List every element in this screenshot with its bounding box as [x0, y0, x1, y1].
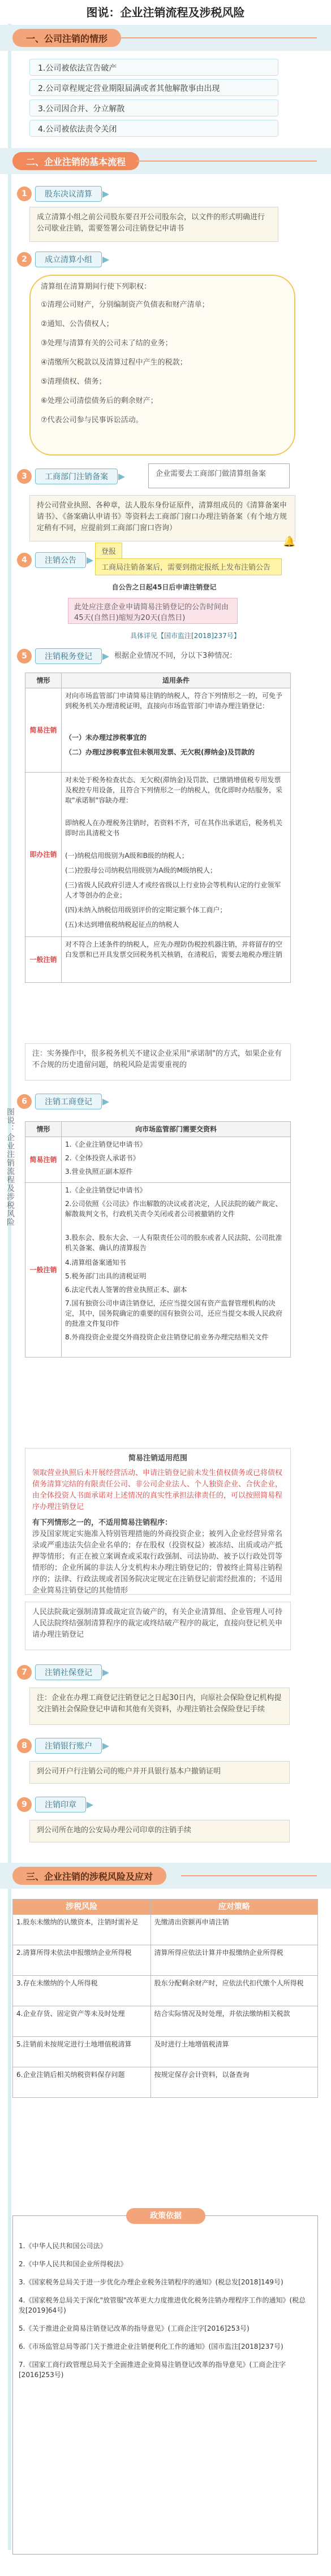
risk-cell: 6.企业注销后相关纳税资料保存问题: [13, 2067, 151, 2098]
row-content: [62, 1137, 291, 1183]
row-line: (三)省级人民政府引进人才或经省级以上行业协会等机构认定的行业领军人才等创办的企业；: [65, 881, 281, 899]
days-note: 自公告之日起45日后申请注销登记: [111, 583, 217, 591]
simple-cancel-note: 此处应注意企业申请简易注销登记的公告时间由45天(自然日)缩短为20天(自然日): [68, 598, 238, 624]
row-line: 7.国有独资公司申请注销登记，还应当提交国有资产监督管理机构的决定，其中，国务院确定的重要的国有独资公司，还应当提交本级人民政府的批准文件复印件: [65, 1299, 283, 1328]
risk-cell: 2.清算所得未依法申报缴纳企业所得税: [13, 1945, 151, 1976]
case-item: 2.公司章程规定营业期限届满或者其他解散事由出现: [29, 79, 278, 96]
row-line: 2.《全体投资人承诺书》: [65, 1154, 140, 1162]
row-line: 1.《企业注销登记申请书》: [65, 1140, 147, 1148]
step-text: 持公司营业执照、各种章，法人股东身份证原件，清算组成员的《清算备案申请书》、《备案确认申请书》等资料去工商部门窗口办理注销备案（有个地方规定稍有不同，应提前到工商部门窗口咨询）: [29, 495, 295, 541]
duty-item: ⑦代表公司参与民事诉讼活动。: [41, 416, 143, 424]
risk-table: [12, 1899, 318, 2098]
header-line: [136, 161, 317, 162]
business-cancel-table: [25, 1121, 291, 1358]
row-line: 即纳税人在办理税务注销时，若资料不齐，可在其作出承诺后，税务机关即时出具清税文书: [65, 819, 283, 837]
row-line: 8.外商投资企业提交外商投资企业注销登记前业务办理完结相关文件: [65, 1333, 269, 1341]
liquidation-duties: [29, 275, 295, 456]
policy-item: 1.《中华人民共和国公司法》: [19, 2242, 107, 2250]
step-number: 3: [17, 469, 32, 484]
step-text: 注：企业在办理工商登记注销登记之日起30日内，向原社会保险登记机构提交注销社会保险登记申请和其他有关资料，办理注销社会保险登记手续: [29, 1688, 290, 1725]
table-row: [13, 1945, 318, 1976]
step-tag: 工商部门注销备案: [35, 469, 118, 484]
section3-label: 三、企业注销的涉税风险及应对: [12, 1867, 166, 1885]
step-tag: 股东决议清算: [35, 186, 102, 202]
table-row: [25, 1137, 291, 1183]
exclude-text: 涉及国家规定实施准入特别管理措施的外商投资企业；被列入企业经营异常名录或严重违法失信企业名单的；存在股权（投资权益）被冻结、出质或动产抵押等情形；有正在被立案调查或采取行政强制、司法协助、被予以行政处罚等情形的；企业所属的非法人分支机构未办理注销登记的；曾被终止简易注销程序的；法律、行政法规或者国务院决定规定在注销登记前需经批准的；不适用企业简易注销登记的其他情形: [32, 1530, 283, 1595]
risk-cell: 3.存在未缴纳的个人所得税: [13, 1976, 151, 2006]
row-line: (四)未纳入纳税信用级别评价的定期定额个体工商户；: [65, 906, 227, 914]
table-row: [13, 1915, 318, 1945]
step-number: 9: [17, 1797, 32, 1812]
newspaper-word: 登报: [95, 543, 122, 559]
row-line: 4.清算组备案通知书: [65, 1259, 126, 1267]
row-label: 一般注销: [25, 937, 62, 983]
risk-cell: 1.股东未缴纳的认缴资本，注销时需补足: [13, 1915, 151, 1945]
row-line: (二)控股母公司纳税信用级别为A级的M级纳税人；: [65, 866, 217, 874]
row-line: 对未处于税务检查状态、无欠税(滞纳金)及罚款、已缴销增值税专用发票及税控专用设备，且符合下列情形之一的纳税人，优化即时办结服务，采取"承诺制"容缺办理：: [65, 776, 283, 804]
table-header-row: [25, 673, 291, 688]
row-label: 简易注销: [25, 688, 62, 773]
duty-item: ④清缴所欠税款以及清算过程中产生的税款；: [41, 358, 187, 367]
strategy-cell: 按规定保存会计资料，以备查询: [151, 2067, 317, 2098]
header-line: [181, 1875, 317, 1876]
step-tag: 成立清算小组: [35, 251, 102, 267]
row-line: 对不符合上述条件的纳税人，应先办理防伪税控机器注销，并将留存的空白发票和已开具发票交回税务机关核销，在清税后，需要去地税办理注销: [65, 940, 283, 959]
step-tag: 注销社保登记: [35, 1664, 102, 1680]
table-row: [25, 688, 291, 773]
case-item: 4.公司被依法责令关闭: [29, 120, 278, 137]
risk-cell: 4.企业存货、固定资产等未及时处理: [13, 2006, 151, 2037]
step-tag: 注销银行账户: [35, 1738, 102, 1754]
step-number: 5: [17, 649, 32, 663]
table-header: 情形: [25, 673, 62, 688]
page-title: 图说：企业注销流程及涉税风险: [86, 5, 245, 19]
header-line: [108, 37, 317, 38]
row-content: [62, 773, 291, 937]
step-number: 8: [17, 1738, 32, 1753]
table-row: [13, 1976, 318, 2006]
step-number: 7: [17, 1665, 32, 1680]
policy-title: 政策依据: [126, 2208, 205, 2224]
step-number: 6: [17, 1094, 32, 1109]
row-content: [62, 1183, 291, 1358]
row-line: (五)未达到增值税纳税起征点的纳税人: [65, 921, 179, 929]
table-header: 涉税风险: [13, 1900, 151, 1915]
court-note: 人民法院裁定强制清算或裁定宣告破产的，有关企业清算组、企业管理人可持人民法院终结强制清算程序的裁定或终结破产程序的裁定，直接向登记机关申请办理注销登记: [25, 1602, 291, 1650]
table-row: [25, 937, 291, 983]
step-tag: 注销公告: [35, 552, 86, 568]
scope-title: 简易注销适用范围: [128, 1454, 187, 1463]
section2-label: 二、企业注销的基本流程: [12, 152, 139, 170]
step-text: 根据企业情况不同，分以下3种情况：: [114, 652, 237, 660]
policy-item: 3.《国家税务总局关于进一步优化办理企业税务注销程序的通知》(税总发[2018]149号): [19, 2278, 283, 2286]
row-line: (一)纳税信用级别为A级和B级的纳税人；: [65, 852, 188, 860]
section2-header: [0, 148, 331, 174]
step-tag: 注销税务登记: [35, 648, 102, 664]
scope-text: 领取营业执照后未开展经营活动、申请注销登记前未发生债权债务或已将债权债务清算完结的有限责任公司、非公司企业法人、个人独资企业、合伙企业，由全体投资人书面承诺对上述情况的真实性承担法律责任的，可以按照简易程序办理注销登记: [32, 1469, 283, 1511]
duty-item: ①清理公司财产，分别编制资产负债表和财产清单；: [41, 301, 209, 309]
bell-icon: 🔔: [283, 536, 296, 548]
strategy-cell: 结合实际情况及时处理，并依法缴纳相关税款: [151, 2006, 317, 2037]
policy-item: 7.《国家工商行政管理总局关于全面推进企业简易注销登记改革的指导意见》(工商企注字[2016]253号): [19, 2361, 286, 2379]
strategy-cell: 股东分配剩余财产时，应依法代扣代缴个人所得税: [151, 1976, 317, 2006]
risk-cell: 5.注销前未按规定进行土地增值税清算: [13, 2037, 151, 2067]
table-row: [13, 2037, 318, 2067]
timeline-track: [8, 24, 11, 2550]
simple-cancel-scope: [25, 1448, 291, 1595]
duty-item: ⑥处理公司清偿债务后的剩余财产；: [41, 397, 158, 405]
step-text: 成立清算小组之前公司股东要召开公司股东会，以文件的形式明确进行公司歇业注销，需要签署公司注销登记申请书: [29, 207, 278, 242]
row-line: 3.股东会、股东大会、一人有限责任公司的股东或者人民法院、公司批准机关备案、确认的清算报告: [65, 1234, 282, 1252]
duty-item: ②通知、公告债权人；: [41, 320, 114, 328]
row-content: [62, 937, 291, 983]
table-header-row: [25, 1122, 291, 1137]
row-line: （二）办理过涉税事宜但未领用发票、无欠税(滞纳金)及罚款的: [65, 748, 255, 756]
duties-intro: 清算组在清算期间行使下列职权：: [41, 283, 152, 291]
section3-header: [0, 1863, 331, 1889]
table-header: 应对策略: [151, 1900, 317, 1915]
strategy-cell: 清算所得应依法计算并申报缴纳企业所得税: [151, 1945, 317, 1976]
section1-label: 一、公司注销的情形: [12, 29, 121, 47]
table-row: [13, 2067, 318, 2098]
strategy-cell: 及时进行土地增值税清算: [151, 2037, 317, 2067]
exclude-title: 有下列情形之一的，不适用简易注销程序：: [32, 1519, 173, 1527]
policy-item: 6.《市场监管总局等部门关于推进企业注销便利化工作的通知》(国市监注[2018]237号): [19, 2343, 283, 2351]
policy-item: 2.《中华人民共和国企业所得税法》: [19, 2260, 127, 2268]
duty-item: ⑤清理债权、债务；: [41, 378, 106, 386]
row-line: 6.法定代表人签署的营业执照正本、副本: [65, 1286, 187, 1294]
table-header: 情形: [25, 1122, 62, 1137]
case-item: 1.公司被依法宣告破产: [29, 59, 278, 76]
step-text: 到公司所在地的公安局办理公司印章的注销手续: [29, 1820, 290, 1842]
table-header: 向市场监管部门需要交资料: [62, 1122, 291, 1137]
row-line: 5.税务部门出具的清税证明: [65, 1272, 147, 1280]
step-number: 2: [17, 252, 32, 267]
strategy-cell: 先缴清出资额再申请注销: [151, 1915, 317, 1945]
case-item: 3.公司因合并、分立解散: [29, 99, 278, 116]
step-tag: 注销工商登记: [35, 1094, 102, 1109]
policy-basis: [12, 2211, 318, 2555]
table-row: [25, 1183, 291, 1358]
table-header-row: [13, 1900, 318, 1915]
step-tag: 注销印章: [35, 1797, 86, 1812]
table-header: 适用条件: [62, 673, 291, 688]
notice-text: 工商局注销备案后，需要到指定报纸上发布注销公告: [95, 558, 282, 575]
step-number: 1: [17, 187, 32, 201]
row-line: 对向市场监管部门申请简易注销的纳税人，符合下列情形之一的，可免予到税务机关办理清税证明，直接向市场监管部门申请办理注销登记：: [65, 692, 283, 710]
document-ref: 具体详见【国市监注[2018]237号】: [130, 632, 240, 640]
table-row: [25, 773, 291, 937]
tax-note: 注：实务操作中，很多税务机关不建议企业采用"承诺制"的方式，如果企业有不合规的历史遗留问题，纳税风险是需要重视的: [25, 1043, 291, 1081]
row-line: （一）未办理过涉税事宜的: [65, 734, 147, 741]
side-title: 图说：企业注销流程及涉税风险: [6, 1108, 15, 1226]
tax-cancel-table: [25, 673, 291, 983]
row-line: 1.《企业注销登记申请书》: [65, 1186, 147, 1194]
section1-header: [0, 25, 331, 51]
step-text: 到公司开户行注销公司的账户并开具银行基本户撤销证明: [29, 1761, 290, 1784]
row-line: 2.公司依照《公司法》作出解散的决议或者决定，人民法院的破产裁定、解散裁判文书，行政机关责令关闭或者公司被撤销的文件: [65, 1200, 282, 1218]
policy-item: 4.《国家税务总局关于深化"放管服"改革更大力度推进优化税务注销办理程序工作的通知》(税总发[2019]64号): [19, 2296, 306, 2314]
step-number: 4: [17, 553, 32, 567]
row-content: [62, 688, 291, 773]
duty-item: ③处理与清算有关的公司未了结的业务；: [41, 339, 173, 348]
row-label: 简易注销: [25, 1137, 62, 1183]
row-label: 即办注销: [25, 773, 62, 937]
policy-item: 5.《关于推进企业简易注销登记改革的指导意见》(工商企注字[2016]253号): [19, 2325, 250, 2332]
row-line: 3.营业执照正副本原件: [65, 1168, 133, 1176]
table-row: [13, 2006, 318, 2037]
step-side-note: 企业需要去工商部门做清算组备案: [148, 463, 290, 488]
row-label: 一般注销: [25, 1183, 62, 1358]
